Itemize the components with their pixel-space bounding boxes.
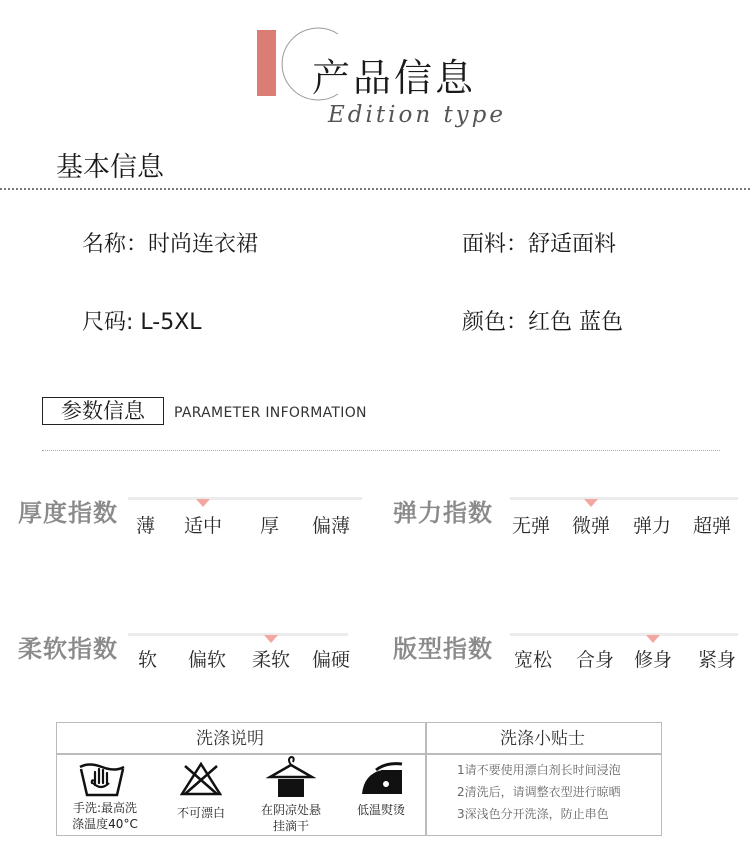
care-table-divider-v [425, 722, 427, 836]
metric-marker-thickness [196, 499, 210, 507]
care-table-divider-h [56, 753, 662, 755]
metric-label-elasticity: 弹力指数 [393, 499, 493, 527]
metric-scale-fit [510, 633, 738, 636]
metric-option: 合身 [576, 649, 615, 671]
metric-option: 弹力 [633, 515, 672, 537]
metric-option: 修身 [634, 649, 673, 671]
page-subtitle: Edition type [328, 102, 507, 128]
metric-scale-thickness [128, 497, 362, 500]
metric-option: 超弹 [693, 515, 732, 537]
metric-marker-softness [264, 635, 278, 643]
metric-option: 薄 [136, 515, 156, 537]
care-header-instructions: 洗涤说明 [196, 729, 264, 749]
param-divider [42, 450, 720, 451]
product-size: 尺码: L-5XL [82, 310, 202, 335]
shade-dry-icon [266, 755, 316, 799]
care-caption-no-bleach: 不可漂白 [176, 806, 225, 820]
iron-low-icon [356, 760, 408, 798]
metric-option: 偏硬 [312, 649, 351, 671]
section-divider [0, 188, 750, 190]
product-color: 颜色：红色 蓝色 [462, 310, 623, 335]
metric-option: 适中 [184, 515, 223, 537]
metric-option: 柔软 [252, 649, 291, 671]
care-caption-iron: 低温熨烫 [356, 803, 405, 817]
product-name: 名称：时尚连衣裙 [82, 232, 259, 257]
metric-option: 软 [138, 649, 158, 671]
param-info-subtitle: PARAMETER INFORMATION [174, 405, 367, 421]
metric-label-fit: 版型指数 [393, 635, 493, 663]
metric-option: 微弹 [572, 515, 611, 537]
metric-scale-elasticity [510, 497, 738, 500]
param-info-title: 参数信息 [42, 397, 164, 425]
metric-option: 宽松 [514, 649, 553, 671]
metric-option: 偏软 [188, 649, 227, 671]
care-tip: 2清洗后，请调整衣型进行晾晒 [457, 785, 621, 799]
page-title: 产品信息 [312, 56, 477, 100]
metric-marker-elasticity [584, 499, 598, 507]
metric-option: 偏薄 [312, 515, 351, 537]
care-caption-hand-wash: 手洗:最高洗 涤温度40°C [72, 801, 138, 831]
metric-label-softness: 柔软指数 [18, 635, 118, 663]
metric-marker-fit [646, 635, 660, 643]
metric-option: 无弹 [512, 515, 551, 537]
basic-info-title: 基本信息 [56, 152, 164, 183]
metric-label-thickness: 厚度指数 [18, 499, 118, 527]
care-header-tips: 洗涤小贴士 [500, 729, 585, 749]
metric-option: 厚 [260, 515, 280, 537]
product-fabric: 面料：舒适面料 [462, 232, 617, 257]
hand-wash-icon [77, 759, 127, 799]
metric-option: 紧身 [698, 649, 737, 671]
no-bleach-icon [179, 760, 223, 798]
care-tip: 3深浅色分开洗涤，防止串色 [457, 807, 609, 821]
care-tip: 1请不要使用漂白剂长时间浸泡 [457, 763, 621, 777]
metric-scale-softness [128, 633, 348, 636]
care-caption-shade-dry: 在阴凉处悬 挂滴干 [260, 803, 321, 833]
